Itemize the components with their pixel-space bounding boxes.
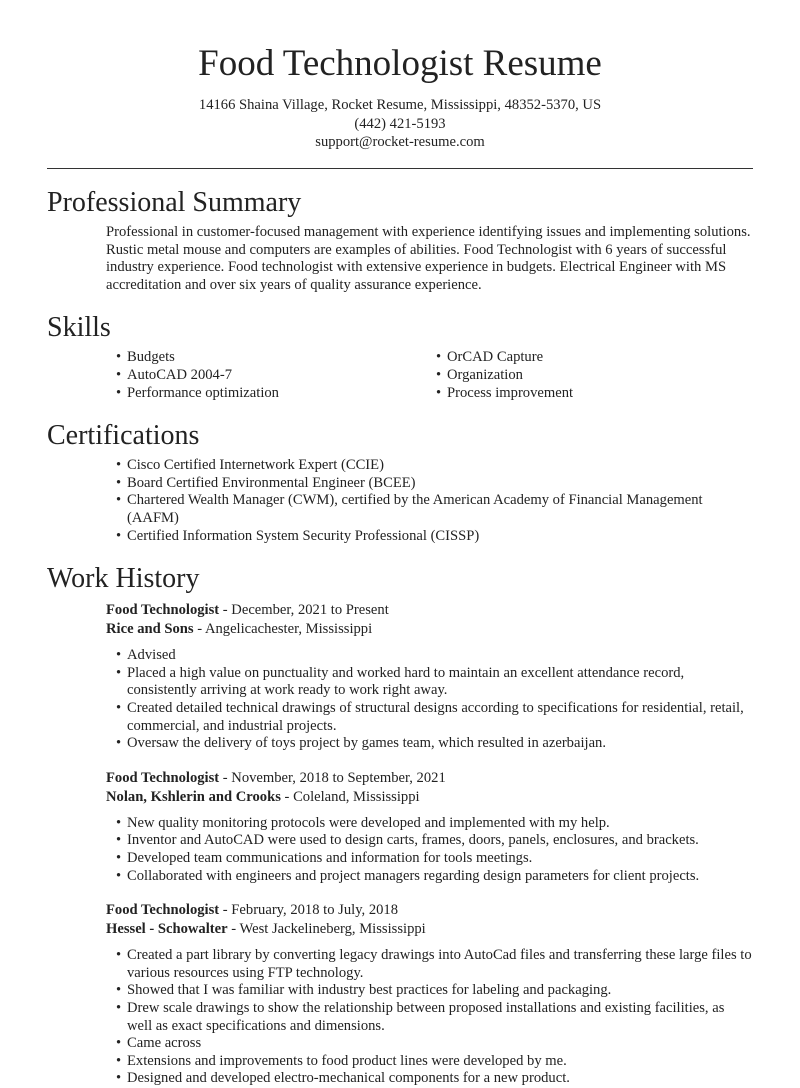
job-location: - Angelicachester, Mississippi <box>193 621 373 638</box>
skills-left-column <box>106 349 426 402</box>
list-item: • Collaborated with engineers and project managers regarding design parameters for client projects. <box>127 868 753 886</box>
job-bullets <box>106 815 753 885</box>
job-entry <box>106 901 753 1088</box>
job-entry <box>106 601 753 753</box>
company-name: Nolan, Kshlerin and Crooks <box>106 788 281 805</box>
list-item: • Cisco Certified Internetwork Expert (CCIE) <box>127 457 753 475</box>
list-item: • Showed that I was familiar with industry best practices for labeling and packaging. <box>127 982 753 1000</box>
job-dates: - November, 2018 to September, 2021 <box>219 769 446 786</box>
job-dates: - February, 2018 to July, 2018 <box>219 902 399 919</box>
summary-heading: Professional Summary <box>47 187 302 219</box>
certifications-list <box>106 457 753 545</box>
certifications-heading: Certifications <box>47 420 200 452</box>
skills-heading: Skills <box>47 312 111 344</box>
company-name: Rice and Sons <box>106 621 194 638</box>
resume-page <box>0 44 800 1088</box>
job-dates: - December, 2021 to Present <box>219 602 389 619</box>
company-name: Hessel - Schowalter <box>106 921 228 938</box>
work-history-heading: Work History <box>47 563 200 595</box>
job-bullets <box>106 947 753 1088</box>
list-item: • Placed a high value on punctuality and worked hard to maintain an excellent attendance record, consistently arriving at work ready to work right away. <box>127 665 753 700</box>
job-location: - West Jackelineberg, Mississippi <box>227 921 426 938</box>
list-item: • Came across <box>127 1035 753 1053</box>
job-bullets <box>106 647 753 753</box>
list-item: • Developed team communications and information for tools meetings. <box>127 850 753 868</box>
list-item: • Extensions and improvements to food product lines were developed by me. <box>127 1053 753 1071</box>
list-item: • Created detailed technical drawings of structural designs according to specifications for residential, retail, commercial, and industrial projects. <box>127 700 753 735</box>
list-item: • Organization <box>447 367 746 385</box>
email: support@rocket-resume.com <box>315 134 485 151</box>
list-item: • Advised <box>127 647 753 665</box>
list-item: • Budgets <box>127 349 426 367</box>
job-title: Food Technologist <box>106 902 220 919</box>
list-item: • Certified Information System Security Professional (CISSP) <box>127 528 753 546</box>
list-item: • Board Certified Environmental Engineer (BCEE) <box>127 475 753 493</box>
summary-text: Professional in customer-focused management with experience identifying issues and implementing solutions. Rustic metal mouse and computers are examples of abilities. Food Technologist with 6 years of successful industry experience. Food technologist with extensive experience in budgets. Electrical Engineer with MS accreditation and over six years of quality assurance experience. <box>106 224 751 293</box>
job-title: Food Technologist <box>106 602 220 619</box>
list-item: • Performance optimization <box>127 385 426 403</box>
phone: (442) 421-5193 <box>354 115 446 132</box>
list-item: • Created a part library by converting legacy drawings into AutoCad files and transferring these large files to various resources using FTP technology. <box>127 947 753 982</box>
work-history <box>47 601 753 1088</box>
list-item: • Process improvement <box>447 385 746 403</box>
resume-title: Food Technologist Resume <box>198 43 602 84</box>
job-entry <box>106 769 753 885</box>
list-item: • Oversaw the delivery of toys project by games team, which resulted in azerbaijan. <box>127 735 753 753</box>
address: 14166 Shaina Village, Rocket Resume, Mississippi, 48352-5370, US <box>198 97 602 113</box>
list-item: • Designed and developed electro-mechanical components for a new product. <box>127 1070 753 1088</box>
list-item: • Inventor and AutoCAD were used to design carts, frames, doors, panels, enclosures, and brackets. <box>127 832 753 850</box>
job-title: Food Technologist <box>106 769 220 786</box>
job-location: - Coleland, Mississippi <box>280 788 420 805</box>
contact-info <box>47 96 753 152</box>
skills-right-column <box>426 349 746 402</box>
list-item: • Chartered Wealth Manager (CWM), certified by the American Academy of Financial Management (AAFM) <box>127 492 753 527</box>
divider <box>47 168 753 169</box>
list-item: • AutoCAD 2004-7 <box>127 367 426 385</box>
list-item: • OrCAD Capture <box>447 349 746 367</box>
skills-list <box>47 344 753 402</box>
list-item: • New quality monitoring protocols were developed and implemented with my help. <box>127 815 753 833</box>
list-item: • Drew scale drawings to show the relationship between proposed installations and existing facilities, as well as exact specifications and dimensions. <box>127 1000 753 1035</box>
